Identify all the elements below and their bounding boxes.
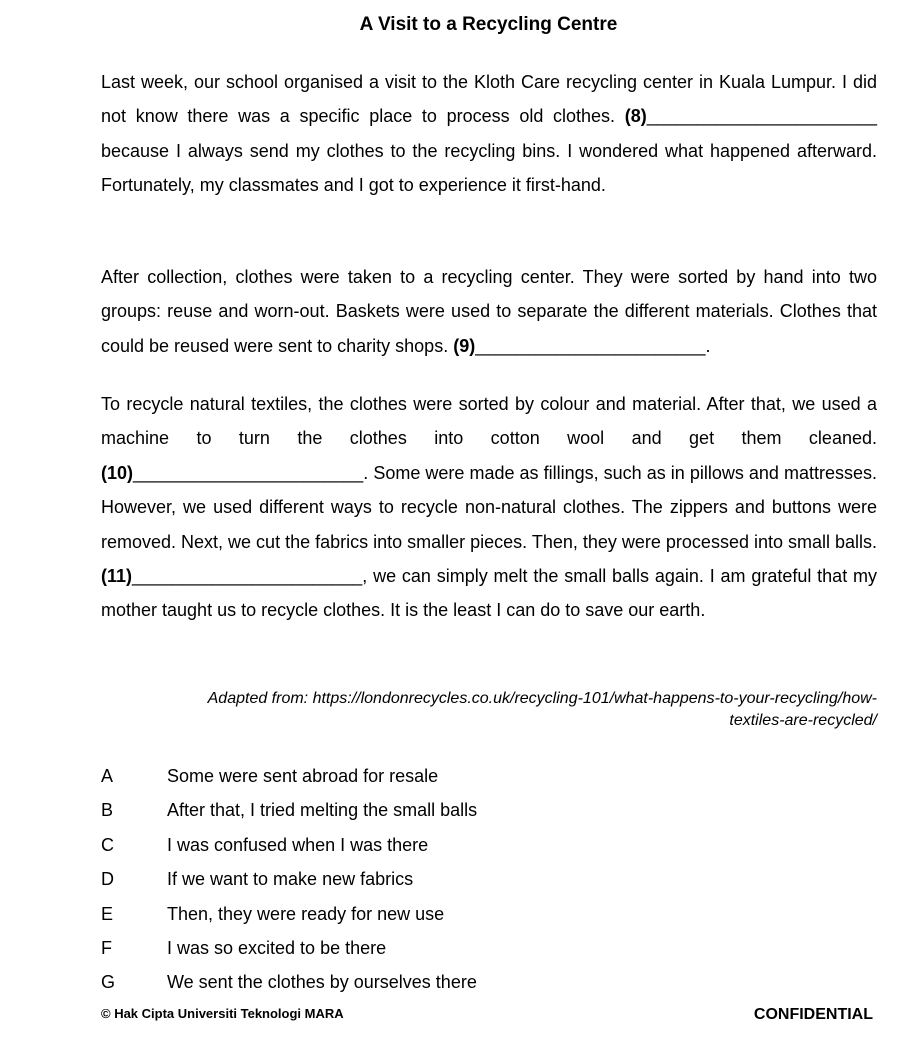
paragraph-3 [101,387,877,628]
question-8-blank: _______________________ [646,106,877,127]
option-text: I was confused when I was there [167,834,429,855]
question-11-blank: _______________________, [132,566,368,587]
confidential-label: CONFIDENTIAL [753,1006,873,1023]
question-9-label: (9) [453,335,476,356]
option-text: If we want to make new fabrics [167,869,414,890]
paragraph-2 [101,260,877,363]
paragraph-2-text-a: After collection, clothes were taken to a recycling center. They were sorted by hand into two groups: reuse and worn-out. Baskets were used to separate the different materials. Clothes that could be reused were sent to charity shops. [101,267,877,356]
option-text: After that, I tried melting the small balls [167,800,478,821]
question-8-label: (8) [624,106,647,127]
paragraph-1-text-b: because I always send my clothes to the recycling bins. I wondered what happened afterward. Fortunately, my classmates and I got to experience it first-hand. [101,140,877,196]
option-text: Some were sent abroad for resale [167,766,439,786]
question-11-label: (11) [101,566,133,587]
paragraph-3-text-c: we can simply melt the small balls again. I am grateful that my mother taught us to recycle clothes. It is the least I can do to save our earth. [101,566,877,621]
option-letter: D [101,869,114,890]
option-text: Then, they were ready for new use [167,903,445,924]
option-text: I was so excited to be there [167,937,387,958]
paragraph-3-text-b: Some were made as fillings, such as in pillows and mattresses. However, we used different ways to recycle non-natural clothes. The zippers and buttons were removed. Next, we cut the fabrics into smaller pieces. Then, they were processed into small balls. [101,462,878,552]
option-letter: G [101,972,116,993]
option-c [101,830,801,864]
option-text: We sent the clothes by ourselves there [167,972,477,993]
option-letter: B [101,800,114,821]
option-g [101,967,801,1001]
option-letter: F [101,937,112,958]
document-title: A Visit to a Recycling Centre [359,14,618,35]
option-e [101,899,801,933]
paragraph-1-text-a: Last week, our school organised a visit to the Kloth Care recycling center in Kuala Lumpur. I did not know there was a specific place to process old clothes. [101,72,877,127]
copyright-notice: © Hak Cipta Universiti Teknologi MARA [101,1006,344,1021]
option-letter: E [101,903,114,924]
option-letter: A [101,766,114,786]
option-a [101,761,801,795]
paragraph-1 [101,65,877,203]
option-b [101,795,801,829]
question-9-blank: _______________________. [475,335,711,356]
source-line-1: Adapted from: https://londonrecycles.co.uk/recycling-101/what-happens-to-your-recycling/how- [207,690,877,707]
option-d [101,864,801,898]
question-10-label: (10) [101,462,134,483]
source-line-2: textiles-are-recycled/ [729,712,877,729]
answer-options-list [101,761,801,1002]
source-citation [101,688,877,732]
paragraph-3-text-a: To recycle natural textiles, the clothes were sorted by colour and material. After that, we used a machine to turn the clothes into cotton wool and get them cleaned. [101,394,877,449]
option-letter: C [101,834,114,855]
option-f [101,933,801,967]
question-10-blank: _______________________. [133,462,369,483]
